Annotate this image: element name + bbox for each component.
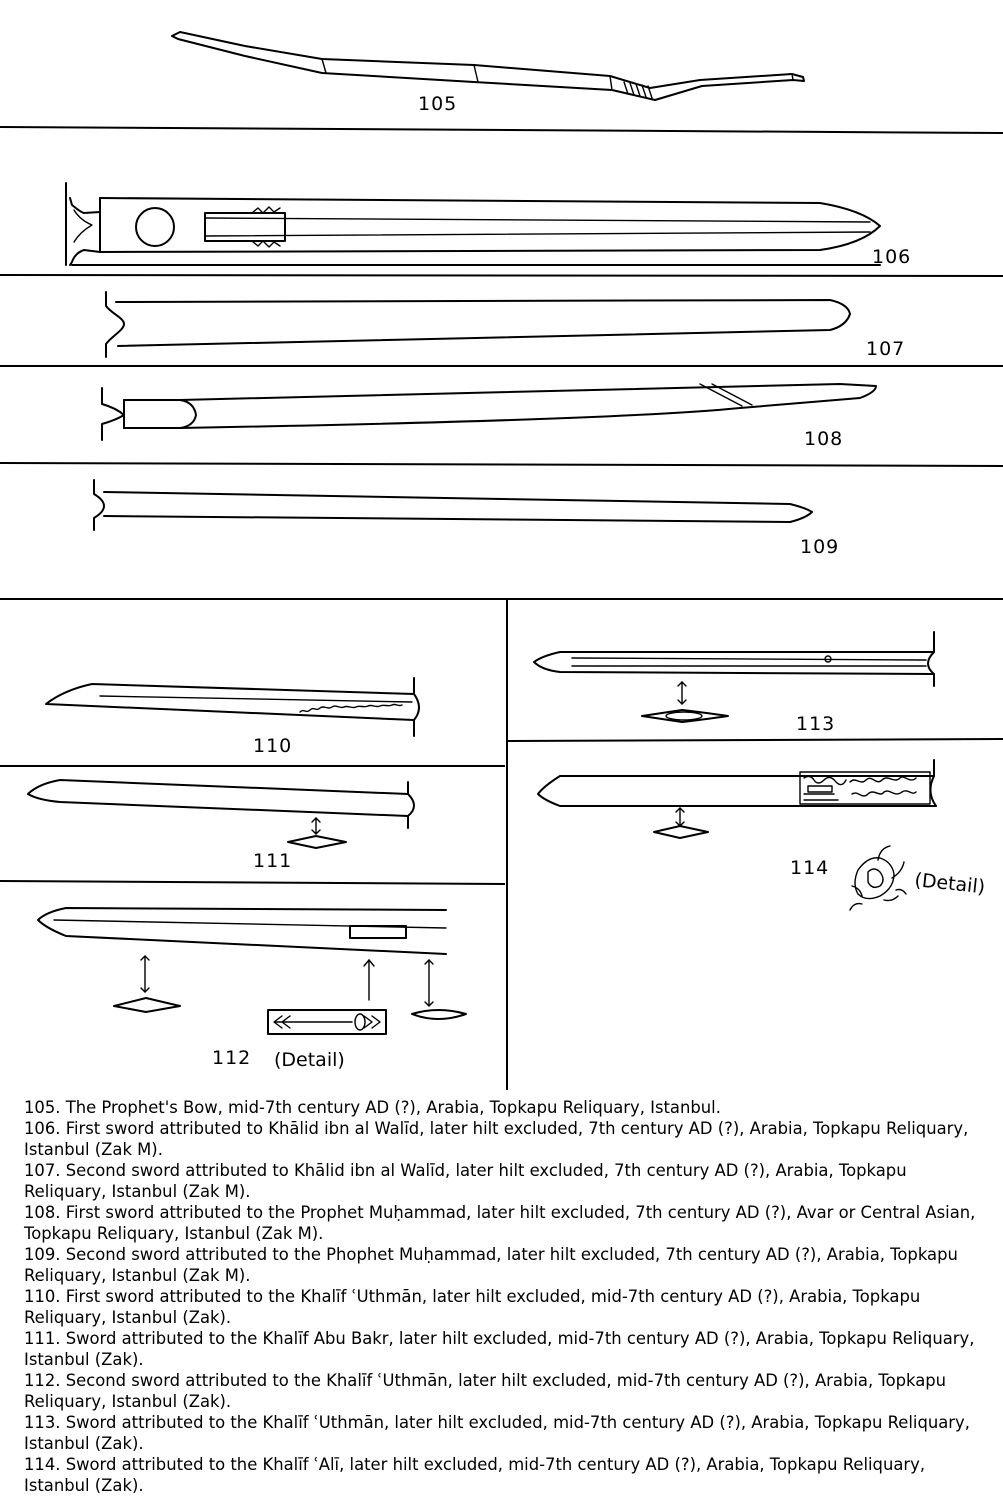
figure-number-112: 112 <box>212 1047 252 1069</box>
caption-106: 106. First sword attributed to Khālid ibn al Walīd, later hilt excluded, 7th century AD (?), Arabia, Topkapu Reliquary, Istanbul (Zak M). <box>24 1119 969 1159</box>
sword-drawing-108 <box>102 384 876 440</box>
sword-drawing-106 <box>66 183 880 265</box>
caption-112: 112. Second sword attributed to the Khalīf ʿUthmān, later hilt excluded, mid-7th century AD (?), Arabia, Topkapu Reliquary, Istanbul (Zak). <box>24 1371 947 1411</box>
figure-number-111: 111 <box>253 850 293 872</box>
figure-number-113: 113 <box>796 713 836 735</box>
figure-number-108: 108 <box>804 428 844 450</box>
caption-109: 109. Second sword attributed to the Phophet Muḥammad, later hilt excluded, 7th century AD (?), Arabia, Topkapu Reliquary, Istanbul (Zak M). <box>24 1245 958 1285</box>
caption-107: 107. Second sword attributed to Khālid ibn al Walīd, later hilt excluded, 7th century AD (?), Arabia, Topkapu Reliquary, Istanbul (Zak M). <box>24 1161 907 1201</box>
figure-number-105: 105 <box>418 93 458 115</box>
caption-110: 110. First sword attributed to the Khalīf ʿUthmān, later hilt excluded, mid-7th century AD (?), Arabia, Topkapu Reliquary, Istanbul (Zak). <box>24 1287 921 1327</box>
figure-number-114: 114 <box>790 857 830 879</box>
sword-drawing-110 <box>46 678 419 736</box>
sword-drawing-113 <box>534 632 934 722</box>
caption-108: 108. First sword attributed to the Prophet Muḥammad, later hilt excluded, 7th century AD (?), Avar or Central Asian, Topkapu Reliquary, Istanbul (Zak M). <box>24 1203 976 1243</box>
caption-114: 114. Sword attributed to the Khalīf ʿAlī, later hilt excluded, mid-7th century AD (?), Arabia, Topkapu Reliquary, Istanbul (Zak). <box>24 1455 926 1495</box>
figure-number-109: 109 <box>800 536 840 558</box>
bow-drawing-105 <box>172 32 804 100</box>
figure-number-106: 106 <box>872 246 912 268</box>
sword-drawing-109 <box>94 480 812 530</box>
figure-number-107: 107 <box>866 338 906 360</box>
detail-label-114: (Detail) <box>913 869 987 899</box>
sword-drawing-114 <box>538 760 936 910</box>
caption-111: 111. Sword attributed to the Khalīf Abu Bakr, later hilt excluded, mid-7th century AD (?), Arabia, Topkapu Reliquary, Istanbul (Zak). <box>24 1329 975 1369</box>
sword-drawing-107 <box>106 292 850 357</box>
detail-label-112: (Detail) <box>274 1049 345 1071</box>
figure-number-110: 110 <box>253 735 293 757</box>
sword-drawing-112 <box>38 908 466 1034</box>
sword-drawing-111 <box>28 780 414 848</box>
caption-105: 105. The Prophet's Bow, mid-7th century AD (?), Arabia, Topkapu Reliquary, Istanbul. <box>24 1098 721 1117</box>
figure-captions <box>24 1097 984 1496</box>
panel-dividers <box>0 127 1003 1090</box>
caption-113: 113. Sword attributed to the Khalīf ʿUthmān, later hilt excluded, mid-7th century AD (?), Arabia, Topkapu Reliquary, Istanbul (Zak). <box>24 1413 970 1453</box>
